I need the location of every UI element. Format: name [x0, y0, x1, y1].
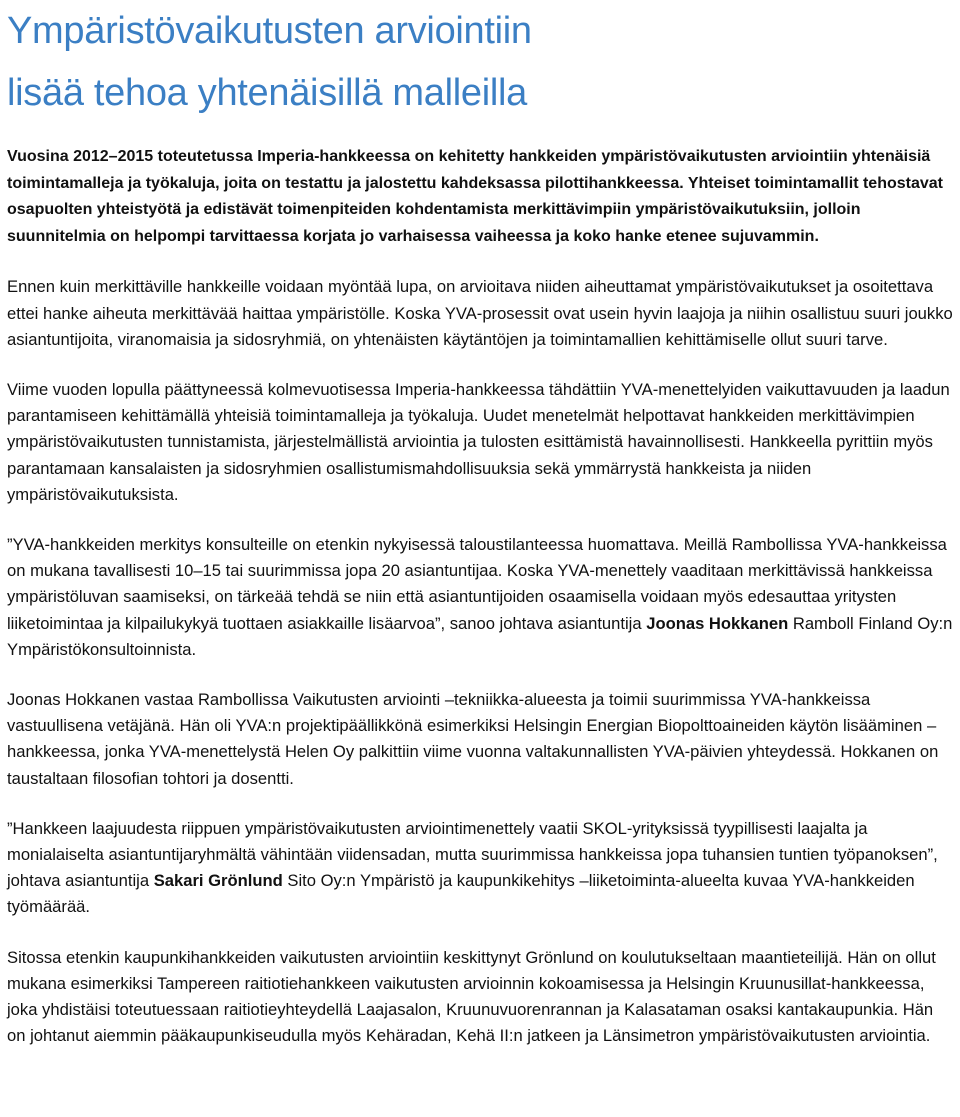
paragraph-1: Ennen kuin merkittäville hankkeille voidaan myöntää lupa, on arvioitava niiden aiheuttamat ympäristövaikutukset ja osoitettava ettei hanke aiheuta merkittävää haittaa ympäristölle. Koska YVA-prosessit ovat usein hyvin laajoja ja niihin osallistuu suuri joukko asiantuntijoita, viranomaisia ja sidosryhmiä, on yhtenäisten käytäntöjen ja toimintamallien kehittämiselle ollut suuri tarve.	[7, 277, 953, 349]
lead-paragraph: Vuosina 2012–2015 toteutetussa Imperia-hankkeessa on kehitetty hankkeiden ympäristövaikutusten arviointiin yhtenäisiä toimintamalleja ja työkaluja, joita on testattu ja jalostettu kahdeksassa pilottihankkeessa. Yhteiset toimintamallit tehostavat osapuolten yhteistyötä ja edistävät toimenpiteiden kohdentamista merkittävimpiin ympäristövaikutuksiin, jolloin suunnitelmia on helpompi tarvittaessa korjata jo varhaisessa vaiheessa ja koko hanke etenee sujuvammin.	[7, 148, 943, 245]
article	[7, 0, 955, 1049]
paragraph-2: Viime vuoden lopulla päättyneessä kolmevuotisessa Imperia-hankkeessa tähdättiin YVA-menettelyiden vaikuttavuuden ja laadun parantamiseen kehittämällä yhteisiä toimintamalleja ja työkaluja. Uudet menetelmät helpottavat hankkeiden merkittävimpien ympäristövaikutusten tunnistamista, järjestelmällistä arviointia ja tulosten esittämistä havainnollisesti. Hankkeella pyrittiin myös parantamaan kansalaisten ja sidosryhmien osallistumismahdollisuuksia sekä ymmärrystä hankkeista ja niiden ympäristövaikutuksista.	[7, 379, 950, 504]
quote-text: ”YVA-hankkeiden merkitys konsulteille on etenkin nykyisessä taloustilanteessa huomattava. Meillä Rambollissa YVA-hankkeissa on mukana tavallisesti 10–15 tai suurimmissa jopa 20 asiantuntijaa. Koska YVA-menettely vaaditaan merkittävissä hankkeissa ympäristöluvan saamiseksi, on tärkeää tehdä se niin että asiantuntijoiden osaamisella voidaan myös edesauttaa yritysten liiketoimintaa ja kilpailukykyä tuottaen asiakkaille lisäarvoa”, sanoo johtava asiantuntija	[7, 535, 947, 633]
quote-attribution: Ramboll Finland Oy:n Ympäristökonsultoinnista.	[7, 613, 953, 659]
quote-text: ”Hankkeen laajuudesta riippuen ympäristövaikutusten arviointimenettely vaatii SKOL-yrityksissä tyypillisesti laajalta ja monialaiselta asiantuntijaryhmältä vähintään viidensadan, mutta suurimmissa hankkeissa jopa tuhansien tuntien työpanoksen”, johtava asiantuntija	[7, 818, 938, 891]
title-line-1: Ympäristövaikutusten arviointiin	[7, 10, 532, 52]
paragraph-5	[7, 816, 955, 921]
paragraph-3	[7, 532, 955, 663]
person-name: Sakari Grönlund	[153, 871, 283, 891]
paragraph-4: Joonas Hokkanen vastaa Rambollissa Vaikutusten arviointi –tekniikka-alueesta ja toimii suurimmissa YVA-hankkeissa vastuullisena vetäjänä. Hän oli YVA:n projektipäällikkönä esimerkiksi Helsingin Energian Biopolttoaineiden käytön lisääminen –hankkeessa, jonka YVA-menettelystä Helen Oy palkittiin viime vuonna valtakunnallisten YVA-päivien yhteydessä. Hokkanen on taustaltaan filosofian tohtori ja dosentti.	[7, 690, 939, 788]
article-title	[7, 0, 955, 124]
person-name: Joonas Hokkanen	[646, 613, 789, 633]
title-line-2: lisää tehoa yhtenäisillä malleilla	[7, 72, 527, 114]
quote-attribution: Sito Oy:n Ympäristö ja kaupunkikehitys –liiketoiminta-alueelta kuvaa YVA-hankkeiden työmäärää.	[7, 871, 915, 917]
paragraph-6: Sitossa etenkin kaupunkihankkeiden vaikutusten arviointiin keskittynyt Grönlund on koulutukseltaan maantieteilijä. Hän on ollut mukana esimerkiksi Tampereen raitiotiehankkeen vaikutusten arvioinnin kokoamisessa ja Helsingin Kruunusillat-hankkeessa, joka yhdistäisi toteutuessaan raitiotieyhteydellä Laajasalon, Kruunuvuorenrannan ja Kalasataman osaksi kantakaupunkia. Hän on johtanut aiemmin pääkaupunkiseudulla myös Kehäradan, Kehä II:n jatkeen ja Länsimetron ympäristövaikutusten arviointia.	[7, 947, 936, 1046]
